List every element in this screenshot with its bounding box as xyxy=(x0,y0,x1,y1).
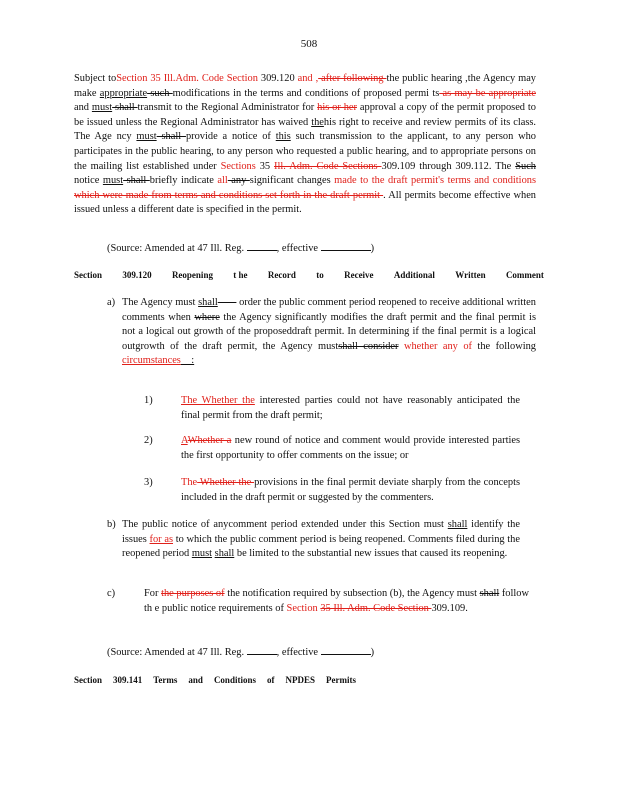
underlined-text: must xyxy=(102,175,124,187)
item-c-text xyxy=(144,587,529,616)
deleted-text: Ill. Adm. Code Sections xyxy=(274,160,382,172)
item-a-label: a) xyxy=(107,297,116,308)
deleted-text: the purposes of xyxy=(161,588,225,599)
heading-word: t he xyxy=(233,270,248,280)
sub-item-2-text xyxy=(181,434,520,463)
blank-line xyxy=(247,644,277,655)
text-run: : xyxy=(180,355,195,367)
heading-word: to xyxy=(316,270,324,280)
sub-item-3-text xyxy=(181,476,520,505)
text-run: the Agency significantly modifies the draft permit and the final permit is not a logical out growth of the proposeddraft permit. In determining if the final permit is a logical outgrowth of the draft permit, the Agency must xyxy=(122,311,536,352)
deleted-text: shall consider xyxy=(338,340,399,352)
heading-word: Section xyxy=(74,270,102,280)
text-run: the notification required by subsection (b), the Agency must xyxy=(224,588,480,599)
section-heading-309-120 xyxy=(74,268,544,283)
text-run: transmit to the Regional Administrator for xyxy=(137,102,318,114)
heading-word: Additional xyxy=(393,270,435,280)
inserted-text: circumstances xyxy=(122,355,181,367)
text-run: to which the public comment period is being reopened. Comments filed during the reopened period xyxy=(122,533,520,560)
heading-word: Written xyxy=(455,270,486,280)
item-a-text xyxy=(122,296,536,369)
inserted-text: Sections xyxy=(220,160,256,172)
text-run: modifications in the terms and conditions of proposed permi ts xyxy=(172,87,440,99)
underlined-text: appropriate xyxy=(99,87,148,99)
item-b-text xyxy=(122,518,520,562)
text-run: provisions in the final permit deviate sharply from the concepts included in the draft permit or suggested by the commenters. xyxy=(181,477,520,503)
heading-word: Receive xyxy=(344,270,374,280)
text-run: The public notice of anycomment period extended under this Section must xyxy=(122,519,448,530)
item-c-label: c) xyxy=(107,588,116,599)
deleted-text xyxy=(218,297,237,308)
text-run: briefly indicate xyxy=(149,175,218,187)
item-b-label: b) xyxy=(107,519,116,530)
text-run: , effective xyxy=(276,647,321,658)
deleted-text: Whether a xyxy=(187,435,232,446)
text-run: and xyxy=(74,102,92,114)
heading-word: Comment xyxy=(505,270,544,280)
deleted-text: shall xyxy=(156,131,186,143)
text-run: follow th e public notice requirements of xyxy=(144,588,529,614)
text-run: 35 xyxy=(255,160,275,172)
inserted-text: whether any of xyxy=(398,340,472,352)
text-run: . All permits become effective when issued unless a different date is specified in the permit. xyxy=(74,189,536,216)
source-note xyxy=(107,644,374,661)
text-run: approval a copy of the permit proposed to be issued unless the Regional Administrator has waived xyxy=(74,102,536,128)
heading-word: and xyxy=(188,675,203,685)
inserted-text: for as xyxy=(149,533,173,545)
inserted-text: all xyxy=(217,175,228,187)
sub-item-2-label: 2) xyxy=(144,435,153,446)
text-run: 309.120 xyxy=(260,73,298,84)
text-run: 309.109 through 309.112. The xyxy=(381,160,516,172)
text-run: ) xyxy=(370,243,375,254)
underlined-text: shall xyxy=(447,519,468,530)
underlined-text: must xyxy=(136,131,157,143)
text-run: identify the issues xyxy=(122,519,520,545)
text-run: such transmission to the applicant, to any person who participates in the public hearing, to any person who requested a public hearing, and to appropriate persons on the mailing list established under xyxy=(74,131,537,172)
text-run: interested parties could not have reasonably anticipated the final permit from the draft permit; xyxy=(181,395,520,421)
blank-line xyxy=(321,644,371,655)
sub-item-1-label: 1) xyxy=(144,395,153,406)
deleted-text: shall xyxy=(123,175,150,187)
heading-word: NPDES xyxy=(285,675,315,685)
text-run: his right to receive and review permits of its class. The Age ncy xyxy=(74,116,537,143)
heading-word: Terms xyxy=(153,675,178,685)
blank-line xyxy=(321,240,371,251)
underlined-text: the xyxy=(311,116,324,128)
text-run: , effective xyxy=(276,243,321,254)
underlined-text: shall xyxy=(214,548,235,560)
heading-word: Conditions xyxy=(213,675,256,685)
text-run: the following xyxy=(471,340,536,352)
text-run: be limited to the substantial new issues that caused its reopening. xyxy=(234,548,508,560)
heading-word: 309.120 xyxy=(122,270,152,280)
inserted-text: Section 35 Ill.Adm. Code Section xyxy=(116,73,261,84)
text-run: provide a notice of xyxy=(185,131,276,143)
deleted-text: shall xyxy=(112,102,138,114)
heading-word: Permits xyxy=(325,675,356,685)
text-run: Subject to xyxy=(74,73,117,84)
underlined-text: this xyxy=(275,131,291,143)
text-run: (Source: Amended at 47 Ill. Reg. xyxy=(107,647,247,658)
sub-item-3-label: 3) xyxy=(144,477,153,488)
blank-line xyxy=(247,240,277,251)
heading-word: Reopening xyxy=(171,270,213,280)
deleted-text: Such xyxy=(515,160,537,172)
deleted-text: shall xyxy=(479,588,500,599)
underlined-text: shall xyxy=(198,297,218,308)
heading-word: 309.141 xyxy=(113,675,143,685)
source-note xyxy=(107,240,374,257)
text-run: new round of notice and comment would provide interested parties the first opportunity to offer comments on the issue; or xyxy=(181,435,520,461)
text-run: For xyxy=(144,588,162,599)
heading-word: Record xyxy=(267,270,296,280)
heading-word: Section xyxy=(74,675,102,685)
inserted-text: A xyxy=(181,435,188,446)
text-run: The Agency must xyxy=(122,297,199,308)
text-run: the public hearing ,the Agency may make xyxy=(74,73,537,99)
deleted-text: where xyxy=(194,311,220,323)
text-run: order the public comment period reopened to receive additional written comments when xyxy=(122,297,536,323)
deleted-text: his or her xyxy=(317,102,357,114)
text-run: ) xyxy=(370,647,375,658)
inserted-text: The xyxy=(181,477,198,488)
deleted-text: as may be appropriate xyxy=(439,87,536,99)
underlined-text: must xyxy=(91,102,113,114)
deleted-text: any xyxy=(227,175,250,187)
heading-word: of xyxy=(266,675,275,685)
text-run: notice xyxy=(74,175,103,187)
page-number: 508 xyxy=(300,38,318,50)
text-run: (Source: Amended at 47 Ill. Reg. xyxy=(107,243,247,254)
sub-item-1-text xyxy=(181,394,520,423)
deleted-text: 35 Ill. Adm. Code Section xyxy=(320,602,432,614)
inserted-text: made to the draft permit's terms and conditions xyxy=(334,175,536,187)
inserted-text: Section xyxy=(286,602,318,614)
deleted-text: Whether the xyxy=(197,477,255,488)
deleted-text: after following xyxy=(318,73,387,84)
section-309-119-text xyxy=(74,72,536,218)
deleted-text: which were made from terms and conditions set forth in the draft permit xyxy=(74,189,384,201)
inserted-text: The Whether the xyxy=(181,395,255,406)
deleted-text: such xyxy=(147,87,173,99)
underlined-text: must xyxy=(191,548,213,560)
text-run: 309.109. xyxy=(431,602,468,614)
section-heading-309-141 xyxy=(74,673,356,688)
inserted-text: and , xyxy=(297,73,319,84)
text-run: significant changes xyxy=(249,175,335,187)
